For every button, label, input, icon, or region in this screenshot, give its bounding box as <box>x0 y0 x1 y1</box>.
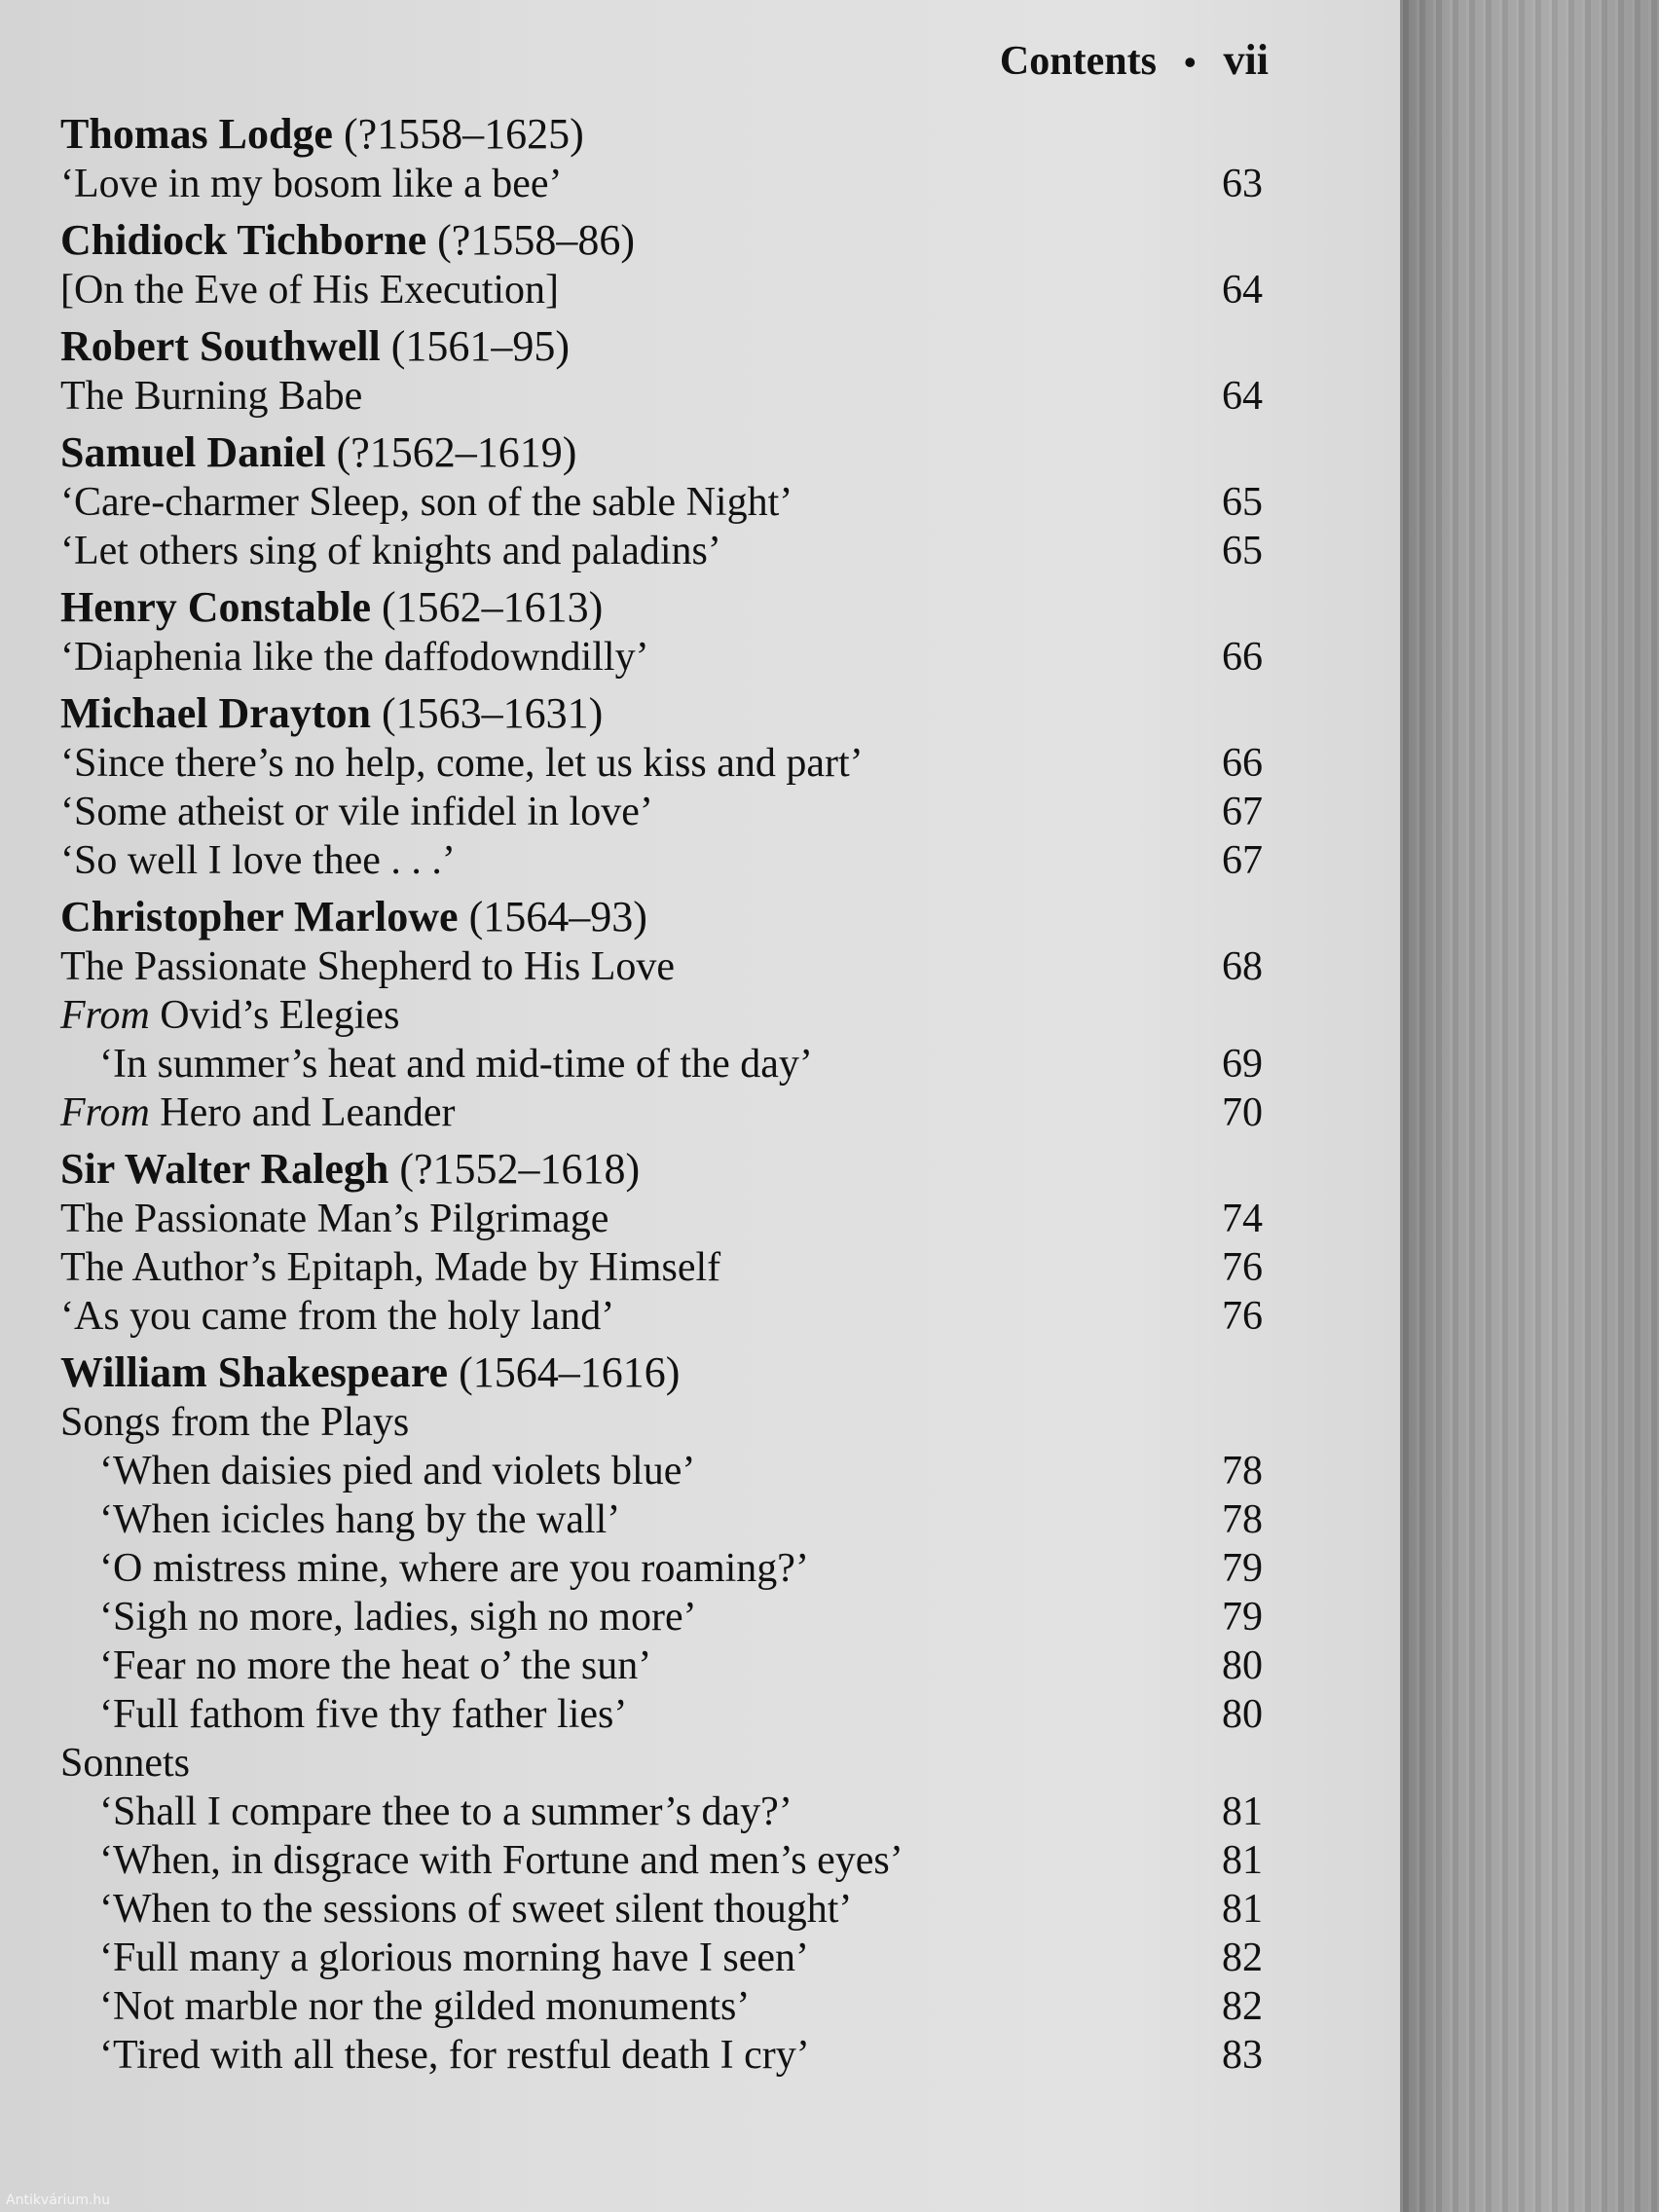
poet-dates: (?1552–1618) <box>388 1145 641 1193</box>
entry-title: ‘Let others sing of knights and paladins’ <box>60 529 721 573</box>
poet-name: Robert Southwell <box>60 322 381 370</box>
background-wall <box>1400 0 1659 2212</box>
entry-title-group <box>60 478 793 527</box>
entry-title-group <box>60 942 675 991</box>
entry-title-group <box>60 266 559 314</box>
entry-title-group <box>60 1836 903 1885</box>
toc-entry <box>60 1544 1263 1593</box>
entry-prefix: From <box>60 1090 150 1135</box>
toc-section <box>60 582 1263 682</box>
entry-title-group <box>60 1641 651 1690</box>
entry-title: ‘So well I love thee . . .’ <box>60 838 456 883</box>
entry-page-number: 76 <box>1222 1245 1263 1290</box>
entry-title: The Passionate Man’s Pilgrimage <box>60 1197 609 1241</box>
poet-heading <box>60 1347 1263 1398</box>
toc-entry <box>60 1593 1263 1641</box>
entry-title-group <box>60 633 649 682</box>
entry-page-number: 64 <box>1222 268 1263 313</box>
poet-dates: (1564–93) <box>458 893 647 940</box>
entry-title: ‘When, in disgrace with Fortune and men’s eyes’ <box>99 1838 903 1883</box>
entry-page-number: 63 <box>1222 162 1263 206</box>
toc-entry <box>60 1088 1263 1137</box>
poet-name: William Shakespeare <box>60 1348 449 1396</box>
toc-entry <box>60 1690 1263 1739</box>
entry-page-number: 80 <box>1222 1643 1263 1688</box>
entry-title-group <box>60 527 721 575</box>
entry-title-group <box>60 1593 697 1641</box>
poet-dates: (1564–1616) <box>448 1348 681 1396</box>
entry-title: ‘Tired with all these, for restful death I cry’ <box>99 2033 810 2078</box>
entry-page-number: 67 <box>1222 790 1263 834</box>
toc-entry <box>60 1641 1263 1690</box>
entry-page-number: 65 <box>1222 529 1263 573</box>
entry-prefix: From <box>60 993 150 1038</box>
toc-entry <box>60 527 1263 575</box>
entry-title: [On the Eve of His Execution] <box>60 268 560 313</box>
entry-title: ‘Not marble nor the gilded monuments’ <box>99 1984 751 2029</box>
entry-title-group <box>60 1292 614 1341</box>
entry-page-number: 68 <box>1222 944 1263 989</box>
entry-title-group <box>60 1495 620 1544</box>
poet-name: Christopher Marlowe <box>60 893 459 940</box>
entry-title-group <box>60 2031 810 2080</box>
entry-title: ‘When icicles hang by the wall’ <box>99 1497 621 1542</box>
toc-section <box>60 321 1263 421</box>
entry-page-number: 66 <box>1222 635 1263 680</box>
entry-page-number: 81 <box>1222 1838 1263 1883</box>
toc-entry <box>60 836 1263 885</box>
entry-page-number: 83 <box>1222 2033 1263 2078</box>
entry-page-number: 82 <box>1222 1936 1263 1980</box>
poet-name: Henry Constable <box>60 583 371 631</box>
toc-entry <box>60 1495 1263 1544</box>
toc-section <box>60 688 1263 885</box>
entry-page-number: 79 <box>1222 1546 1263 1591</box>
toc-entry <box>60 1885 1263 1934</box>
poet-name: Samuel Daniel <box>60 428 326 476</box>
entry-title: ‘Full many a glorious morning have I seen’ <box>99 1936 810 1980</box>
entry-title-group <box>60 1447 695 1495</box>
entry-title-group <box>60 1398 409 1447</box>
entry-title: ‘Diaphenia like the daffodowndilly’ <box>60 635 649 680</box>
entry-page-number: 81 <box>1222 1789 1263 1834</box>
poet-dates: (1562–1613) <box>371 583 604 631</box>
running-head <box>1000 35 1269 85</box>
poet-dates: (?1558–86) <box>426 216 635 264</box>
entry-title: ‘As you came from the holy land’ <box>60 1294 615 1339</box>
entry-title-group <box>60 739 864 788</box>
entry-page-number: 64 <box>1222 374 1263 419</box>
running-head-page-number: vii <box>1223 36 1269 84</box>
entry-page-number: 80 <box>1222 1692 1263 1737</box>
entry-title: ‘When daisies pied and violets blue’ <box>99 1449 696 1493</box>
entry-title: ‘Love in my bosom like a bee’ <box>60 162 563 206</box>
entry-title: ‘Care-charmer Sleep, son of the sable Night’ <box>60 480 793 525</box>
poet-heading <box>60 1144 1263 1195</box>
entry-page-number: 74 <box>1222 1197 1263 1241</box>
entry-page-number: 78 <box>1222 1449 1263 1493</box>
entry-title: The Passionate Shepherd to His Love <box>60 944 676 989</box>
entry-page-number: 69 <box>1222 1042 1263 1087</box>
entry-title-group <box>60 1690 627 1739</box>
toc-entry <box>60 1934 1263 1982</box>
poet-heading <box>60 427 1263 478</box>
running-head-title: Contents <box>999 39 1157 84</box>
entry-page-number: 82 <box>1222 1984 1263 2029</box>
toc-entry <box>60 739 1263 788</box>
entry-title-group <box>60 1885 852 1934</box>
toc-entry <box>60 991 1263 1040</box>
toc-entry <box>60 160 1263 208</box>
entry-title-group <box>60 1195 608 1243</box>
toc-section <box>60 1347 1263 2080</box>
toc-section <box>60 1144 1263 1341</box>
entry-title: ‘Fear no more the heat o’ the sun’ <box>99 1643 652 1688</box>
entry-title-group <box>60 991 399 1040</box>
toc-entry <box>60 633 1263 682</box>
poet-heading <box>60 892 1263 942</box>
toc-entry <box>60 1836 1263 1885</box>
toc-entry <box>60 372 1263 421</box>
toc-entry <box>60 1447 1263 1495</box>
toc-entry <box>60 1739 1263 1788</box>
entry-title-group <box>60 836 456 885</box>
poet-dates: (1561–95) <box>380 322 571 370</box>
toc-entry <box>60 1243 1263 1292</box>
entry-title-group <box>60 1982 750 2031</box>
entry-title: ‘Some atheist or vile infidel in love’ <box>60 790 653 834</box>
poet-name: Sir Walter Ralegh <box>60 1145 389 1193</box>
entry-page-number: 65 <box>1222 480 1263 525</box>
toc-entry <box>60 2031 1263 2080</box>
toc-entry <box>60 1292 1263 1341</box>
poet-heading <box>60 215 1263 266</box>
poet-dates: (1563–1631) <box>370 689 604 737</box>
poet-heading <box>60 321 1263 372</box>
poet-heading <box>60 109 1263 160</box>
entry-title-group <box>60 1788 793 1836</box>
toc-entry <box>60 1982 1263 2031</box>
table-of-contents <box>60 109 1263 2080</box>
poet-name: Michael Drayton <box>60 689 371 737</box>
entry-title-group <box>60 1544 809 1593</box>
entry-title-group <box>60 1739 190 1788</box>
entry-page-number: 76 <box>1222 1294 1263 1339</box>
entry-title-group <box>60 788 653 836</box>
entry-title: Hero and Leander <box>149 1090 456 1135</box>
entry-page-number: 78 <box>1222 1497 1263 1542</box>
entry-title: Ovid’s Elegies <box>149 993 400 1038</box>
poet-name: Thomas Lodge <box>60 110 333 158</box>
entry-title: The Burning Babe <box>60 374 363 419</box>
toc-entry <box>60 1788 1263 1836</box>
entry-title: ‘O mistress mine, where are you roaming?’ <box>99 1546 809 1591</box>
poet-dates: (?1562–1619) <box>325 428 577 476</box>
running-head-separator: • <box>1183 43 1197 82</box>
entry-title-group <box>60 1934 809 1982</box>
toc-entry <box>60 1398 1263 1447</box>
entry-page-number: 66 <box>1222 741 1263 786</box>
toc-entry <box>60 266 1263 314</box>
entry-title: The Author’s Epitaph, Made by Himself <box>60 1245 721 1290</box>
entry-title: ‘In summer’s heat and mid-time of the day’ <box>99 1042 813 1087</box>
toc-entry <box>60 788 1263 836</box>
poet-heading <box>60 688 1263 739</box>
poet-name: Chidiock Tichborne <box>60 216 427 264</box>
toc-section <box>60 427 1263 575</box>
entry-title-group <box>60 1040 813 1088</box>
toc-entry <box>60 1195 1263 1243</box>
entry-title: ‘Shall I compare thee to a summer’s day?’ <box>99 1789 793 1834</box>
toc-entry <box>60 478 1263 527</box>
toc-section <box>60 215 1263 314</box>
entry-page-number: 79 <box>1222 1595 1263 1640</box>
entry-page-number: 70 <box>1222 1090 1263 1135</box>
watermark-text: Antikvárium.hu <box>6 2193 111 2208</box>
entry-title-group <box>60 160 563 208</box>
toc-entry <box>60 942 1263 991</box>
entry-title-group <box>60 372 362 421</box>
entry-title: Songs from the Plays <box>60 1400 410 1445</box>
toc-entry <box>60 1040 1263 1088</box>
toc-section <box>60 109 1263 208</box>
toc-section <box>60 892 1263 1137</box>
entry-title-group <box>60 1243 720 1292</box>
entry-title: ‘When to the sessions of sweet silent thought’ <box>99 1887 853 1932</box>
entry-title: ‘Since there’s no help, come, let us kiss and part’ <box>60 741 864 786</box>
entry-title: ‘Sigh no more, ladies, sigh no more’ <box>99 1595 697 1640</box>
poet-dates: (?1558–1625) <box>332 110 584 158</box>
entry-title: Sonnets <box>60 1741 191 1786</box>
entry-page-number: 67 <box>1222 838 1263 883</box>
entry-title: ‘Full fathom five thy father lies’ <box>99 1692 628 1737</box>
entry-title-group <box>60 1088 455 1137</box>
poet-heading <box>60 582 1263 633</box>
entry-page-number: 81 <box>1222 1887 1263 1932</box>
